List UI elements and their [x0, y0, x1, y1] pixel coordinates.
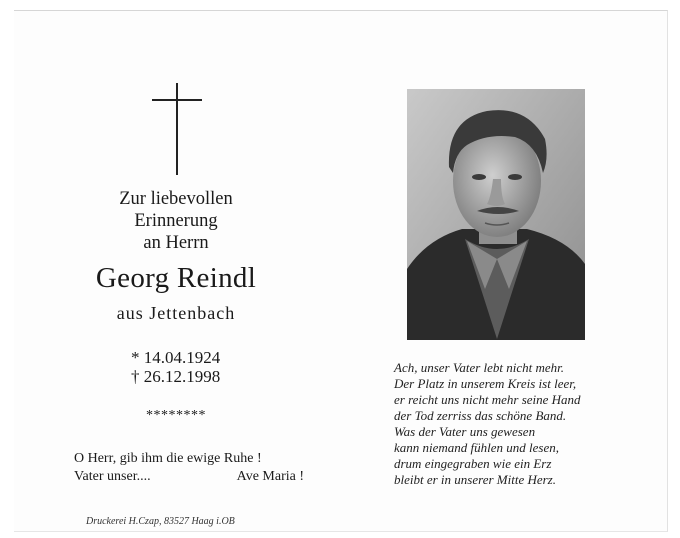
poem-line: drum eingegraben wie ein Erz [394, 456, 552, 471]
intro-line: Erinnerung [134, 211, 218, 231]
poem-line: er reicht uns nicht mehr seine Hand [394, 392, 581, 407]
poem-line: der Tod zerriss das schöne Band. [394, 408, 567, 423]
deceased-name: Georg Reindl [95, 262, 257, 294]
printer-credit: Druckerei H.Czap, 83527 Haag i.OB [86, 516, 235, 527]
poem-line: Der Platz in unserem Kreis ist leer, [394, 376, 577, 391]
death-date: † 26.12.1998 [131, 367, 221, 386]
origin-text: aus Jettenbach [116, 303, 236, 323]
intro-line: an Herrn [143, 233, 209, 253]
life-dates [131, 348, 220, 386]
prayer-vater-unser: Vater unser.... [74, 469, 151, 484]
poem-line: Was der Vater uns gewesen [394, 424, 536, 439]
poem-line: bleibt er in unserer Mitte Herz. [394, 472, 556, 487]
poem-line: Ach, unser Vater lebt nicht mehr. [394, 360, 565, 375]
poem-line: kann niemand fühlen und lesen, [394, 440, 559, 455]
portrait-photo [407, 89, 585, 340]
prayer-text [74, 450, 304, 486]
prayer-line: O Herr, gib ihm die ewige Ruhe ! [74, 451, 262, 466]
prayer-ave-maria: Ave Maria ! [236, 469, 304, 484]
birth-date: * 14.04.1924 [131, 348, 221, 367]
poem [394, 360, 624, 488]
intro-text [40, 188, 312, 254]
cross-icon [152, 83, 202, 175]
intro-line: Zur liebevollen [119, 189, 233, 209]
separator: ******** [146, 408, 206, 423]
